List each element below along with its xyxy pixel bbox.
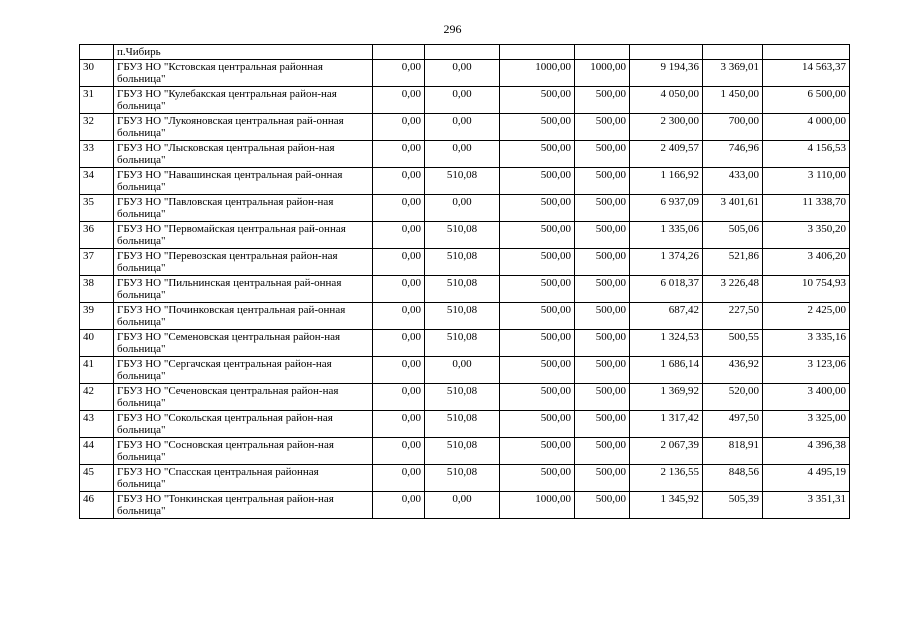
cell-value-5: 687,42 [630, 303, 703, 330]
cell-value-2: 510,08 [425, 411, 500, 438]
cell-value-2: 510,08 [425, 249, 500, 276]
cell-value-4: 500,00 [575, 222, 630, 249]
table-row [80, 384, 850, 411]
cell-number: 38 [80, 276, 114, 303]
cell-value-3: 500,00 [500, 411, 575, 438]
table-row [80, 222, 850, 249]
cell-value-2: 0,00 [425, 141, 500, 168]
cell-number: 39 [80, 303, 114, 330]
cell-value-1: 0,00 [373, 276, 425, 303]
table-row [80, 168, 850, 195]
cell-value-7: 3 110,00 [763, 168, 850, 195]
cell-name: ГБУЗ НО "Перевозская центральная район-ная больница" [114, 249, 373, 276]
cell-value-7: 2 425,00 [763, 303, 850, 330]
cell-value-4: 500,00 [575, 438, 630, 465]
table-row [80, 249, 850, 276]
cell-value-7: 4 156,53 [763, 141, 850, 168]
cell-name: ГБУЗ НО "Кулебакская центральная район-ная больница" [114, 87, 373, 114]
cell-value-2: 0,00 [425, 87, 500, 114]
cell-value-3: 500,00 [500, 87, 575, 114]
cell-value-5: 1 686,14 [630, 357, 703, 384]
cell-name: ГБУЗ НО "Навашинская центральная рай-онная больница" [114, 168, 373, 195]
cell-value-2: 0,00 [425, 114, 500, 141]
cell-value-5: 1 369,92 [630, 384, 703, 411]
cell-value-1: 0,00 [373, 141, 425, 168]
table-row [80, 438, 850, 465]
cell-value-6: 700,00 [703, 114, 763, 141]
cell-name: ГБУЗ НО "Сеченовская центральная район-ная больница" [114, 384, 373, 411]
cell-value-4: 500,00 [575, 168, 630, 195]
cell-value-2: 0,00 [425, 357, 500, 384]
cell-value-7: 3 351,31 [763, 492, 850, 519]
cell-value-5: 2 300,00 [630, 114, 703, 141]
cell-value-3: 500,00 [500, 114, 575, 141]
cell-value-5: 1 317,42 [630, 411, 703, 438]
cell-value-1: 0,00 [373, 465, 425, 492]
cell-value-6: 3 369,01 [703, 60, 763, 87]
table-row [80, 303, 850, 330]
cell-value-5: 1 324,53 [630, 330, 703, 357]
cell-value-3: 1000,00 [500, 60, 575, 87]
cell-value-1: 0,00 [373, 60, 425, 87]
cell-value-4: 500,00 [575, 114, 630, 141]
cell-name: ГБУЗ НО "Пильнинская центральная рай-онная больница" [114, 276, 373, 303]
cell-value-3: 500,00 [500, 303, 575, 330]
cell-value-2: 510,08 [425, 438, 500, 465]
page-number: 296 [443, 22, 462, 36]
cell-value-4: 500,00 [575, 303, 630, 330]
table-row-continuation [80, 45, 850, 60]
cell-name: ГБУЗ НО "Сокольская центральная район-ная больница" [114, 411, 373, 438]
cell-value-7: 10 754,93 [763, 276, 850, 303]
cell-value-5: 6 937,09 [630, 195, 703, 222]
cell-value-2: 510,08 [425, 276, 500, 303]
cell-value-3: 500,00 [500, 249, 575, 276]
cell-value-4: 500,00 [575, 465, 630, 492]
cell-name: ГБУЗ НО "Лукояновская центральная рай-онная больница" [114, 114, 373, 141]
cell-name: ГБУЗ НО "Первомайская центральная рай-онная больница" [114, 222, 373, 249]
cell-value-7: 3 123,06 [763, 357, 850, 384]
cell-name: ГБУЗ НО "Тонкинская центральная район-ная больница" [114, 492, 373, 519]
cell-value-7: 11 338,70 [763, 195, 850, 222]
cell-number: 45 [80, 465, 114, 492]
table-row [80, 276, 850, 303]
cell-number: 32 [80, 114, 114, 141]
cell-value-4: 500,00 [575, 384, 630, 411]
cell-value-2: 510,08 [425, 303, 500, 330]
cell-value-1: 0,00 [373, 114, 425, 141]
cell-value-4: 500,00 [575, 249, 630, 276]
cell-number: 41 [80, 357, 114, 384]
cell-number: 44 [80, 438, 114, 465]
cell-number: 36 [80, 222, 114, 249]
cell-value-2: 510,08 [425, 222, 500, 249]
cell-value-6: 848,56 [703, 465, 763, 492]
cell-value-1: 0,00 [373, 438, 425, 465]
cell-value-7: 3 325,00 [763, 411, 850, 438]
cell-value-5: 2 136,55 [630, 465, 703, 492]
cell-value-7: 3 406,20 [763, 249, 850, 276]
cell-value-6: 505,06 [703, 222, 763, 249]
cell-value-3: 500,00 [500, 384, 575, 411]
cell-value-7: 3 335,16 [763, 330, 850, 357]
cell-name: ГБУЗ НО "Лысковская центральная район-ная больница" [114, 141, 373, 168]
cell-number: 40 [80, 330, 114, 357]
cell-value-3: 500,00 [500, 276, 575, 303]
cell-number: 34 [80, 168, 114, 195]
cell-number: 33 [80, 141, 114, 168]
cell-value-3: 500,00 [500, 195, 575, 222]
cell-value-1: 0,00 [373, 357, 425, 384]
cell-value-6: 746,96 [703, 141, 763, 168]
cell-value-7: 6 500,00 [763, 87, 850, 114]
cell-value-4: 500,00 [575, 330, 630, 357]
cell-value-5: 1 345,92 [630, 492, 703, 519]
cell-number: 42 [80, 384, 114, 411]
cell-value-3: 500,00 [500, 168, 575, 195]
cell-value-5: 1 374,26 [630, 249, 703, 276]
cell-value-2: 0,00 [425, 195, 500, 222]
cell-number: 43 [80, 411, 114, 438]
cell-value-5: 9 194,36 [630, 60, 703, 87]
cell-value-1: 0,00 [373, 411, 425, 438]
cell-value-6: 433,00 [703, 168, 763, 195]
cell-value-5: 1 335,06 [630, 222, 703, 249]
cell-value-3: 500,00 [500, 357, 575, 384]
cell-value-3: 500,00 [500, 222, 575, 249]
cell-value-1: 0,00 [373, 249, 425, 276]
cell-value-3: 500,00 [500, 438, 575, 465]
cell-name: ГБУЗ НО "Сергачская центральная район-ная больница" [114, 357, 373, 384]
cell-value-1: 0,00 [373, 330, 425, 357]
cell-value-6: 227,50 [703, 303, 763, 330]
table-row [80, 87, 850, 114]
table-row [80, 60, 850, 87]
cell-name: ГБУЗ НО "Сосновская центральная район-ная больница" [114, 438, 373, 465]
cell-value-1: 0,00 [373, 492, 425, 519]
cell-value-7: 4 495,19 [763, 465, 850, 492]
cell-value-5: 1 166,92 [630, 168, 703, 195]
table-row [80, 330, 850, 357]
cell-value-1: 0,00 [373, 195, 425, 222]
cell-value-6: 521,86 [703, 249, 763, 276]
cell-value-5: 2 067,39 [630, 438, 703, 465]
table-row [80, 114, 850, 141]
cell-value-7: 3 400,00 [763, 384, 850, 411]
cell-value-3: 1000,00 [500, 492, 575, 519]
cell-value-7: 4 000,00 [763, 114, 850, 141]
cell-value-4: 500,00 [575, 195, 630, 222]
cell-number: 46 [80, 492, 114, 519]
table-row [80, 411, 850, 438]
cell-number: 37 [80, 249, 114, 276]
cell-value-1: 0,00 [373, 222, 425, 249]
cell-number: 30 [80, 60, 114, 87]
cell-value-7: 14 563,37 [763, 60, 850, 87]
table-row [80, 357, 850, 384]
cell-value-5: 6 018,37 [630, 276, 703, 303]
cell-value-6: 500,55 [703, 330, 763, 357]
cell-value-4: 500,00 [575, 276, 630, 303]
table-row [80, 465, 850, 492]
cell-value-5: 2 409,57 [630, 141, 703, 168]
cell-value-7: 3 350,20 [763, 222, 850, 249]
cell-name: ГБУЗ НО "Семеновская центральная район-ная больница" [114, 330, 373, 357]
cell-value-2: 510,08 [425, 168, 500, 195]
table-row [80, 492, 850, 519]
cell-value-2: 0,00 [425, 492, 500, 519]
cell-value-1: 0,00 [373, 87, 425, 114]
cell-name: ГБУЗ НО "Кстовская центральная районная больница" [114, 60, 373, 87]
cell-value-3: 500,00 [500, 330, 575, 357]
cell-name: ГБУЗ НО "Павловская центральная район-ная больница" [114, 195, 373, 222]
cell-name: ГБУЗ НО "Починковская центральная рай-онная больница" [114, 303, 373, 330]
hospital-funding-table [79, 44, 850, 519]
cell-value-4: 500,00 [575, 141, 630, 168]
cell-value-6: 520,00 [703, 384, 763, 411]
cell-number: 31 [80, 87, 114, 114]
cell-name: п.Чибирь [114, 45, 373, 60]
cell-value-4: 500,00 [575, 357, 630, 384]
cell-value-4: 1000,00 [575, 60, 630, 87]
cell-value-6: 818,91 [703, 438, 763, 465]
cell-value-2: 510,08 [425, 465, 500, 492]
cell-value-6: 1 450,00 [703, 87, 763, 114]
cell-value-2: 510,08 [425, 384, 500, 411]
cell-value-2: 510,08 [425, 330, 500, 357]
cell-value-2: 0,00 [425, 60, 500, 87]
cell-value-6: 497,50 [703, 411, 763, 438]
cell-value-6: 3 401,61 [703, 195, 763, 222]
cell-value-3: 500,00 [500, 141, 575, 168]
cell-value-7: 4 396,38 [763, 438, 850, 465]
table-row [80, 195, 850, 222]
cell-value-6: 3 226,48 [703, 276, 763, 303]
cell-value-4: 500,00 [575, 411, 630, 438]
cell-value-3: 500,00 [500, 465, 575, 492]
cell-number [80, 45, 114, 60]
table-row [80, 141, 850, 168]
cell-value-1: 0,00 [373, 168, 425, 195]
cell-value-4: 500,00 [575, 87, 630, 114]
cell-value-6: 505,39 [703, 492, 763, 519]
cell-value-4: 500,00 [575, 492, 630, 519]
cell-value-6: 436,92 [703, 357, 763, 384]
cell-number: 35 [80, 195, 114, 222]
cell-value-5: 4 050,00 [630, 87, 703, 114]
cell-value-1: 0,00 [373, 303, 425, 330]
cell-name: ГБУЗ НО "Спасская центральная районная больница" [114, 465, 373, 492]
cell-value-1: 0,00 [373, 384, 425, 411]
